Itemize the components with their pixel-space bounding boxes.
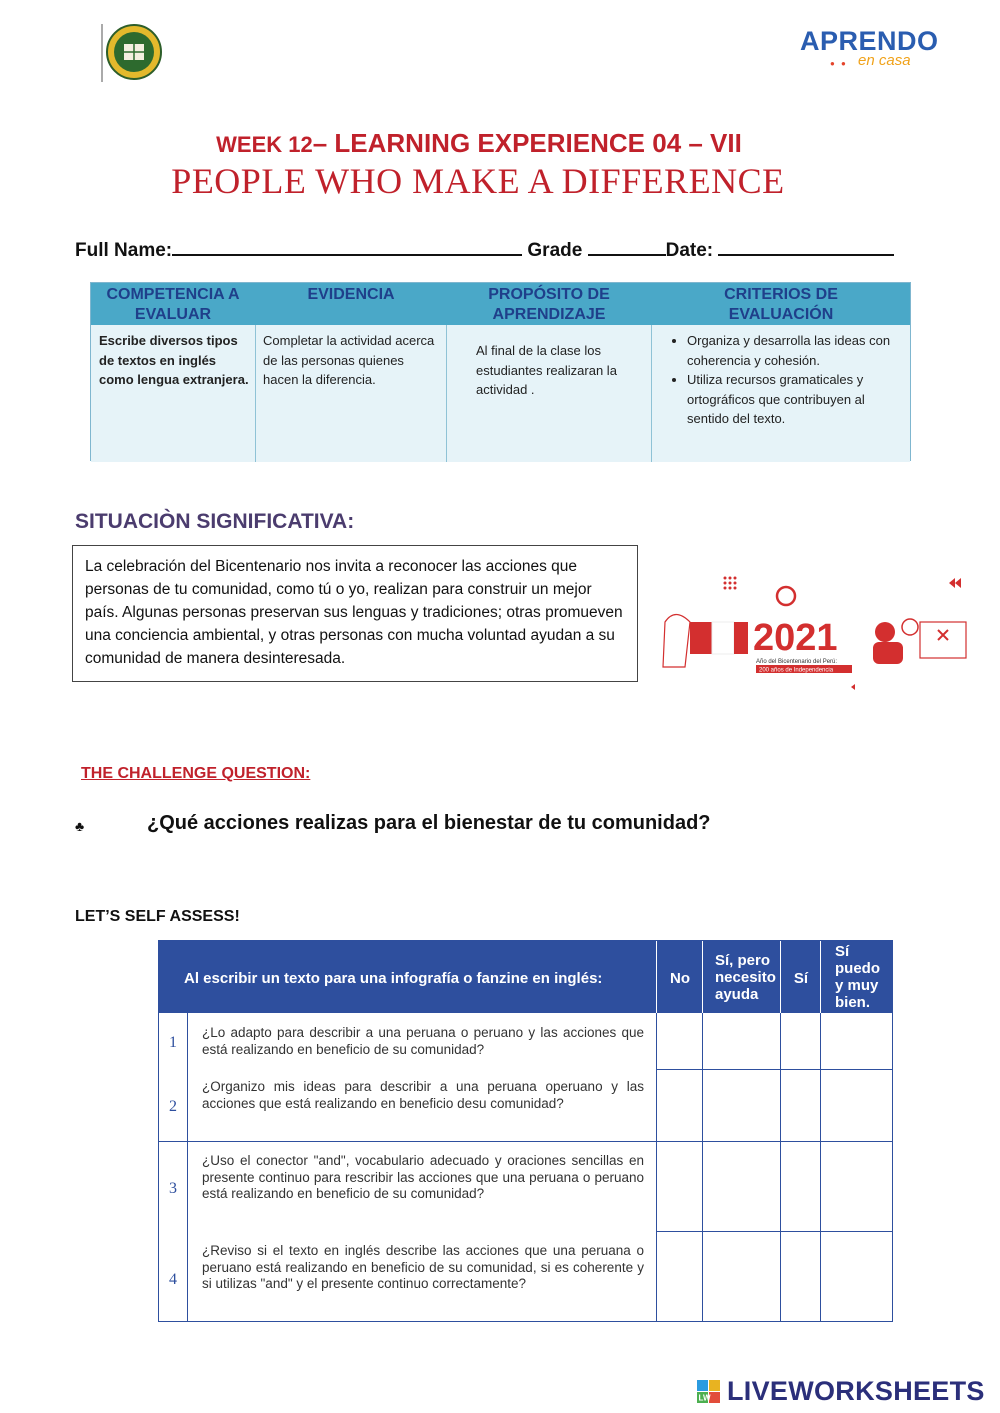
row-number: 2 [169,1098,177,1115]
club-bullet-icon: ♣ [75,818,85,834]
criterio-item: • Utiliza recursos gramaticales y ortográficos que contribuyen al sentido del texto. [687,370,907,429]
aprendo-en-casa-logo [800,28,950,72]
date-label: Date: [665,240,714,261]
cell-criterios [659,331,907,429]
bicentenario-year: 2021 [753,617,838,659]
cell-evidencia: Completar la actividad acerca de las personas quienes hacen la diferencia. [263,333,435,387]
cell-competencia: Escribe diversos tipos de textos en inglés como lengua extranjera. [99,333,249,387]
answer-cell-2-no[interactable] [657,1070,702,1141]
header-proposito: PROPÓSITO DE APRENDIZAJE [488,286,610,323]
aprendo-brand: APRENDO [800,26,939,56]
answer-cell-3-si-puedo[interactable] [821,1142,892,1231]
header-evidencia: EVIDENCIA [307,286,395,303]
bicentenario-image [655,572,971,692]
bicentenario-banner: 200 años de Independencia [759,667,834,674]
answer-cell-3-no[interactable] [657,1142,702,1231]
criterio-item: • Organiza y desarrolla las ideas con coherencia y cohesión. [687,331,907,370]
row-statement: ¿Uso el conector "and", vocabulario adecuado y oraciones sencillas en presente continuo para rescribir las acciones que una peruana o peruano está realizando en beneficio de su comunidad? [202,1153,644,1201]
date-blank[interactable] [718,240,894,256]
aprendo-dots: ● ● [830,59,848,68]
answer-cell-1-si[interactable] [781,1014,820,1069]
challenge-label: THE CHALLENGE QUESTION: [81,765,311,782]
situacion-text: La celebración del Bicentenario nos invita a reconocer las acciones que personas de tu comunidad, como tú o yo, realizan para construir un mejor país. Algunas personas preservan sus lenguas y tradiciones; otras promueven una conciencia ambiental, y otras personas con mucha voluntad ayudan a su comunidad de manera desinteresada. [72,545,638,682]
row-number: 1 [169,1034,177,1051]
header-criterios: CRITERIOS DE EVALUACIÓN [724,286,838,323]
answer-cell-1-si-puedo[interactable] [821,1014,892,1069]
cell-proposito: Al final de la clase los estudiantes realizaran la actividad . [476,343,617,397]
col-si: Sí [793,970,809,987]
col-no: No [670,970,690,987]
row-number: 3 [169,1180,177,1197]
answer-cell-3-si-pero[interactable] [703,1142,780,1231]
full-name-blank[interactable] [172,240,522,256]
answer-cell-2-si-puedo[interactable] [821,1070,892,1141]
self-assess-table [158,940,893,1322]
self-assess-header-text: Al escribir un texto para una infografía o fanzine en inglés: [184,970,603,987]
answer-cell-2-si-pero[interactable] [703,1070,780,1141]
school-logo [100,24,166,82]
week-label: WEEK 12 [216,132,313,157]
answer-cell-4-si-puedo[interactable] [821,1232,892,1321]
answer-cell-3-si[interactable] [781,1142,820,1231]
answer-cell-4-no[interactable] [657,1232,702,1321]
row-statement: ¿Lo adapto para describir a una peruana o peruano y las acciones que está realizando en beneficio de su comunidad? [202,1025,644,1057]
experience-label: – LEARNING EXPERIENCE 04 – VII [312,128,742,158]
row-statement: ¿Organizo mis ideas para describir a una peruana operuano y las acciones que está realizando en beneficio desu comunidad? [202,1079,644,1111]
competency-table [90,282,911,461]
row-statement: ¿Reviso si el texto en inglés describe las acciones que una peruana o peruano está realizando en beneficio de su comunidad, si es coherente y si utilizas "and" y el presente continuo correctamente? [202,1243,644,1291]
answer-cell-2-si[interactable] [781,1070,820,1141]
answer-cell-4-si[interactable] [781,1232,820,1321]
header-competencia: COMPETENCIA A EVALUAR [106,286,240,323]
answer-cell-4-si-pero[interactable] [703,1232,780,1321]
grade-blank[interactable] [588,240,666,256]
answer-cell-1-no[interactable] [657,1014,702,1069]
self-assess-title: LET’S SELF ASSESS! [75,908,240,925]
full-name-label: Full Name: [75,240,173,261]
student-info-line [75,240,894,262]
challenge-question: ¿Qué acciones realizas para el bienestar de tu comunidad? [147,812,711,834]
aprendo-sub: en casa [858,52,911,69]
col-si-puedo: Sí puedo y muy bien. [835,943,880,1011]
answer-cell-1-si-pero[interactable] [703,1014,780,1069]
page-title: PEOPLE WHO MAKE A DIFFERENCE [171,161,785,201]
liveworksheets-icon [697,1380,721,1404]
col-si-pero: Sí, pero necesito ayuda [715,952,776,1003]
bicentenario-caption: Año del Bicentenario del Perú: [756,659,838,665]
liveworksheets-brand: LIVEWORKSHEETS [727,1376,985,1406]
week-title [0,128,958,159]
situacion-title: SITUACIÒN SIGNIFICATIVA: [75,510,355,533]
grade-label: Grade [527,240,583,261]
liveworksheets-badge: LW [698,1393,711,1403]
row-number: 4 [169,1271,177,1288]
